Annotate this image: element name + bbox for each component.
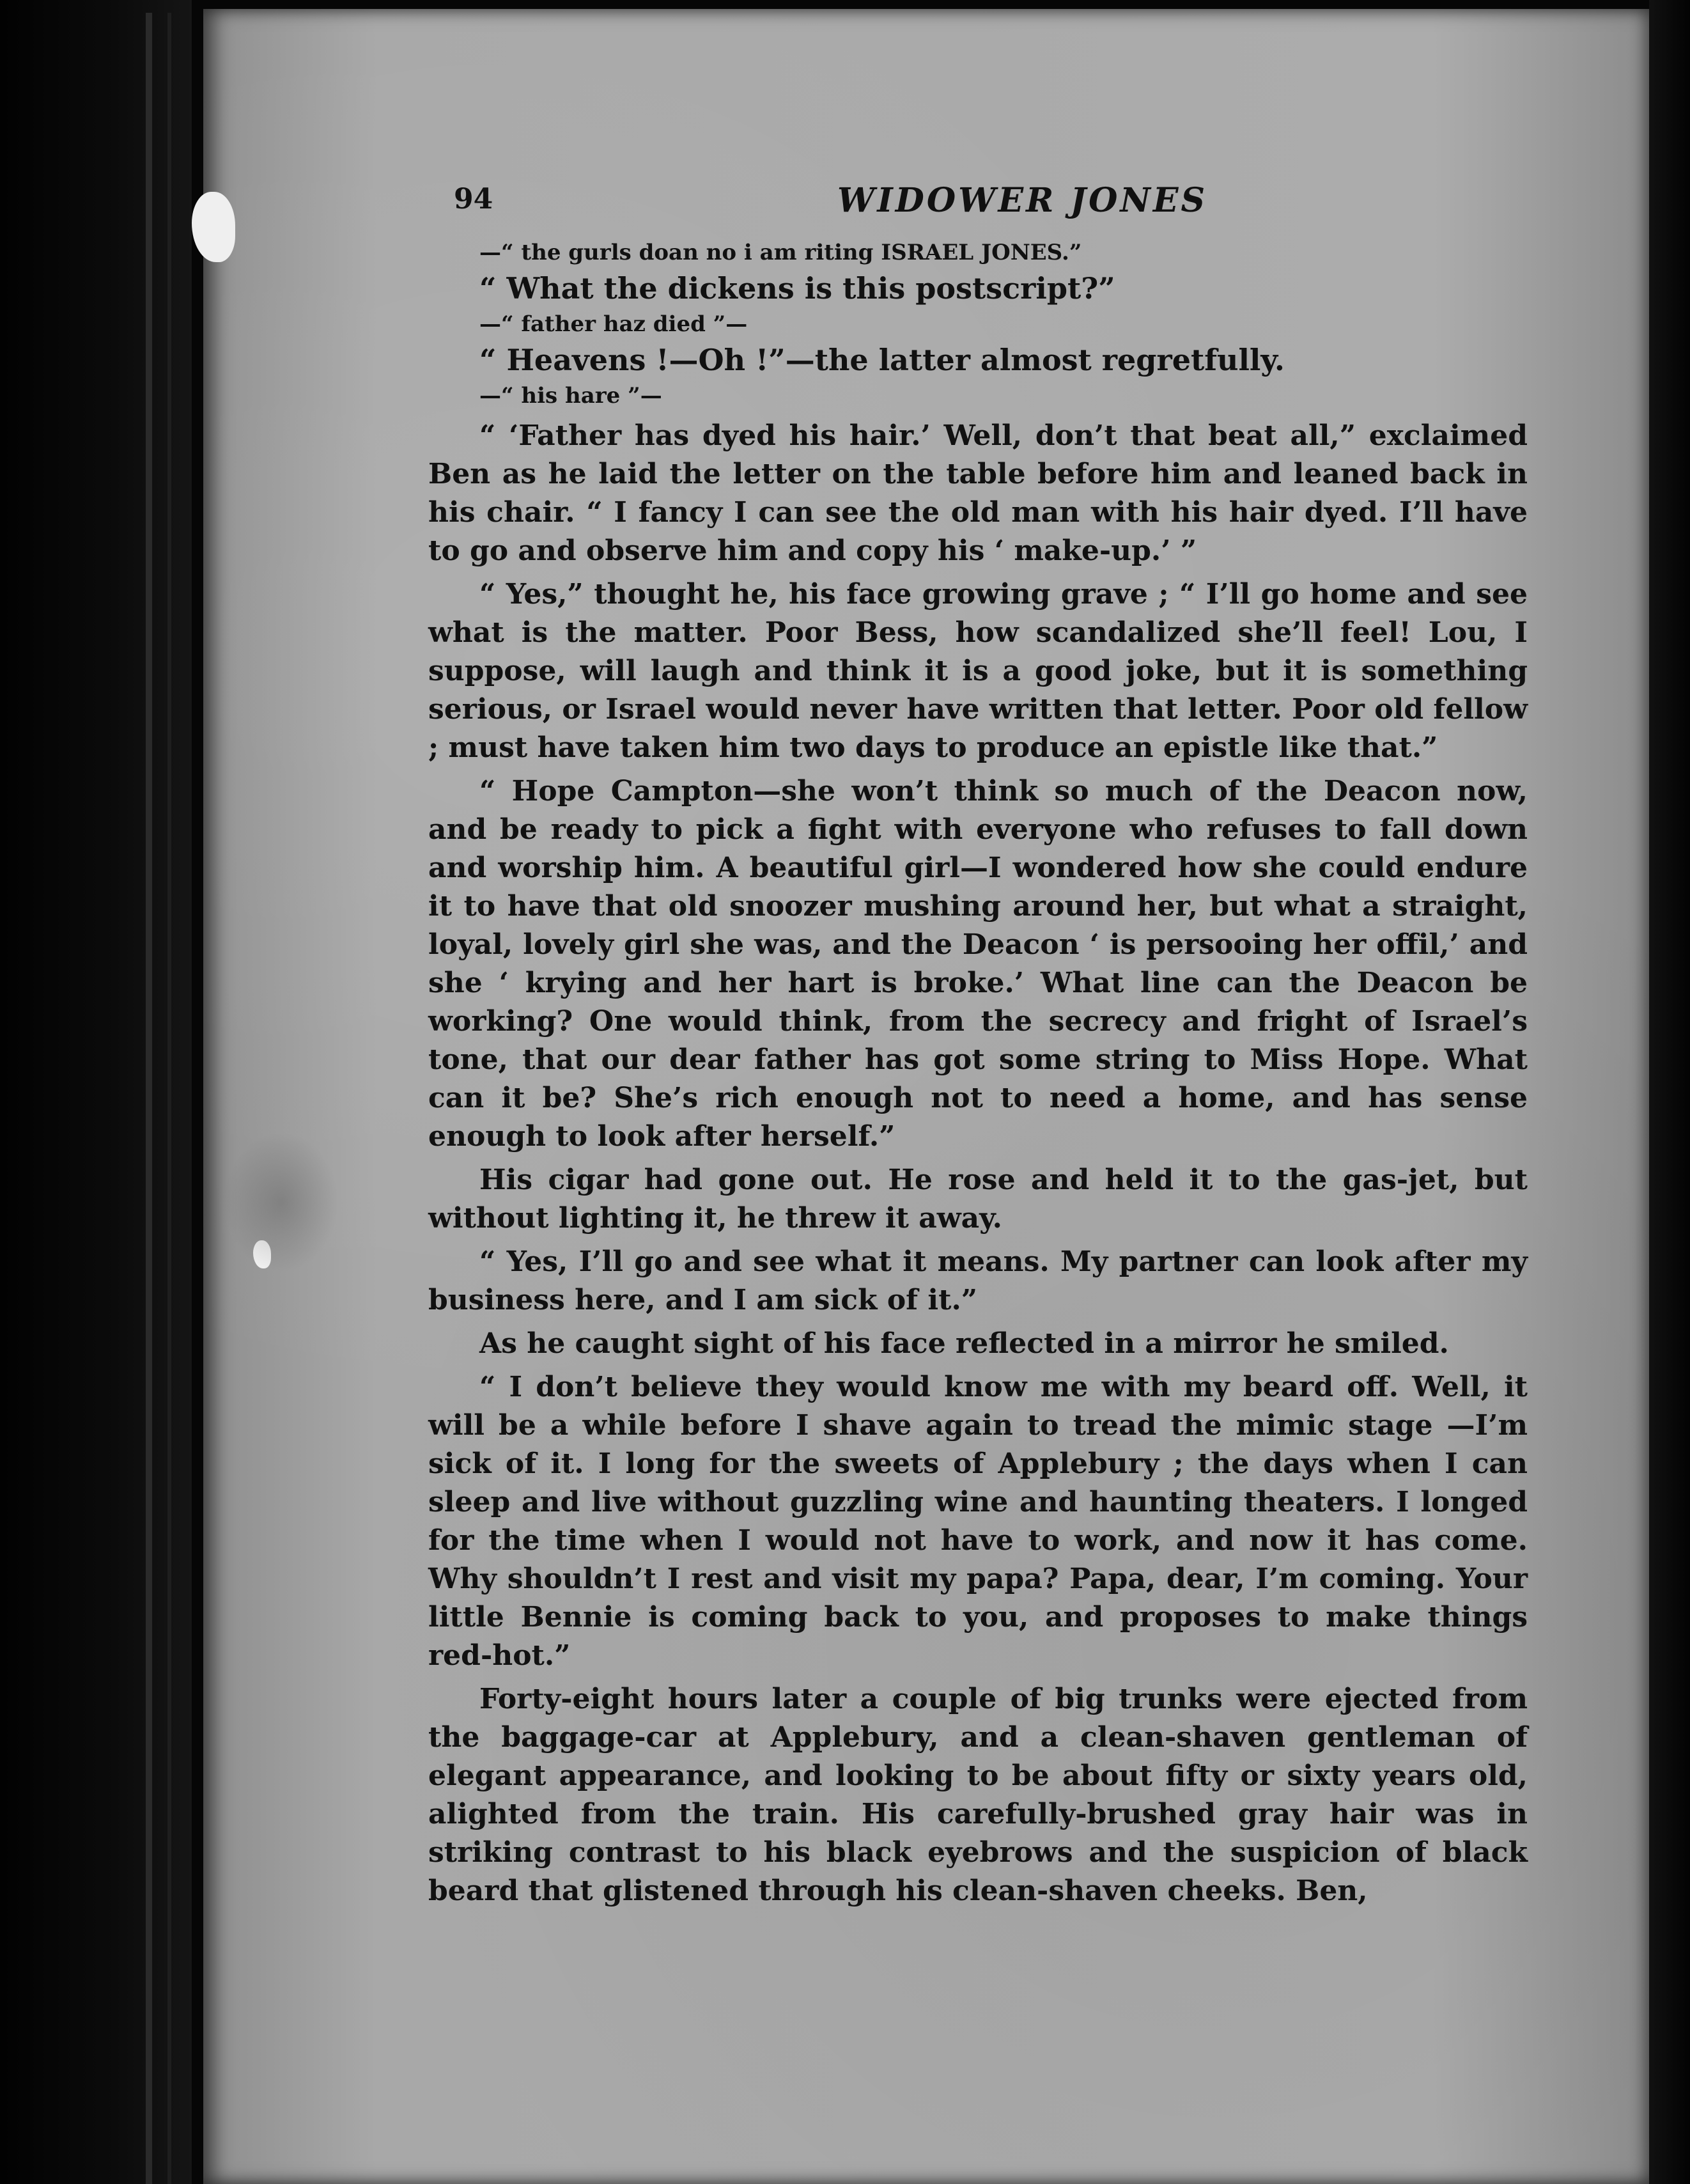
paragraph: Forty-eight hours later a couple of big trunks were ejected from the baggage-car at Applebury, and a clean-shaven gentleman of elegant appearance, and looking to be about fifty or sixty years old, alighted from the train. His carefully-brushed gray hair was in striking contrast to his black eyebrows and the suspicion of black beard that glistened through his clean-shaven cheeks. Ben, — [428, 1683, 1528, 1907]
paragraph: “ Hope Campton—she won’t think so much of the Deacon now, and be ready to pick a fight with everyone who refuses to fall down and worship him. A beautiful girl—I wondered how she could endure it to have that old snoozer mushing around her, but what a straight, loyal, lovely girl she was, and the Deacon ‘ is persooing her offil,’ and she ‘ krying and her hart is broke.’ What line can the Deacon be working? One would think, from the secrecy and fright of Israel’s tone, that our dear father has got some string to Miss Hope. What can it be? She’s rich enough not to need a home, and has sense enough to look after herself.” — [428, 775, 1528, 1153]
page-stain — [224, 1132, 339, 1272]
dialogue-line: “ Heavens !—Oh !”—the latter almost regretfully. — [479, 343, 1285, 377]
paragraph: “ I don’t believe they would know me with my beard off. Well, it will be a while before I shave again to tread the mimic stage —I’m sick of it. I long for the sweets of Applebury ; the days when I can sleep and live without guzzling wine and haunting theaters. I longed for the time when I would not have to work, and now it has come. Why shouldn’t I rest and visit my papa? Papa, dear, I’m coming. Your little Bennie is coming back to you, and proposes to make things red-hot.” — [428, 1371, 1528, 1672]
letter-line: —“ father haz died ”— — [479, 311, 748, 337]
binding-edge-line — [167, 13, 171, 2184]
paragraph: “ Yes, I’ll go and see what it means. My partner can look after my business here, and I am sick of it.” — [428, 1245, 1528, 1316]
paragraph: “ Yes,” thought he, his face growing grave ; “ I’ll go home and see what is the matter. Poor Bess, how scandalized she’ll feel! Lou, I suppose, will laugh and think it is a good joke, but it is something serious, or Israel would never have written that letter. Poor old fellow ; must have taken him two days to produce an epistle like that.” — [428, 578, 1528, 764]
running-head: WIDOWER JONES — [837, 181, 1208, 220]
paragraph: As he caught sight of his face reflected in a mirror he smiled. — [479, 1327, 1449, 1360]
right-page-edge — [1649, 0, 1690, 2184]
letter-line: —“ his hare ”— — [479, 383, 662, 409]
page-text-block — [428, 173, 1528, 1910]
binding-edge-line — [146, 13, 152, 2184]
page-header — [428, 173, 1528, 237]
book-binding-shadow — [0, 0, 192, 2184]
letter-line: —“ the gurls doan no i am riting ISRAEL JONES.” — [479, 240, 1082, 265]
paragraph: “ ‘Father has dyed his hair.’ Well, don’t that beat all,” exclaimed Ben as he laid the letter on the table before him and leaned back in his chair. “ I fancy I can see the old man with his hair dyed. I’ll have to go and observe him and copy his ‘ make-up.’ ” — [428, 419, 1528, 567]
dialogue-line: “ What the dickens is this postscript?” — [479, 271, 1115, 306]
paragraph: His cigar had gone out. He rose and held it to the gas-jet, but without lighting it, he threw it away. — [428, 1164, 1528, 1235]
paper-damage-spot — [192, 192, 235, 262]
page-number: 94 — [454, 183, 493, 215]
